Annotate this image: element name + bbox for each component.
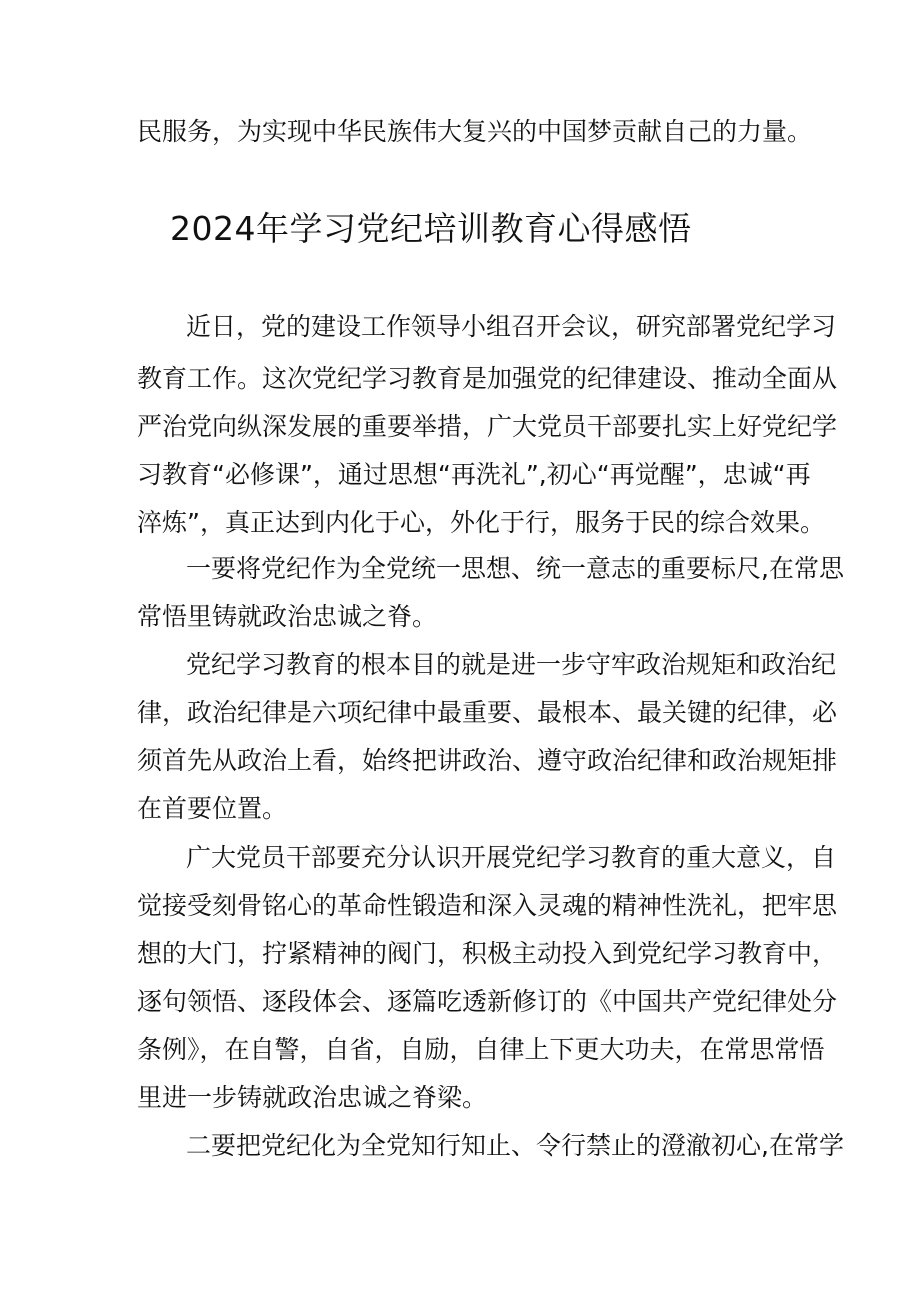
paragraph-line: 教育工作。这次党纪学习教育是加强党的纪律建设、推动全面从	[137, 364, 838, 393]
paragraph-line: 觉接受刻骨铭心的革命性锻造和深入灵魂的精神性洗礼，把牢思	[137, 891, 838, 920]
paragraph-line: 常悟里铸就政治忠诚之脊。	[137, 602, 438, 631]
paragraph-line: 二要把党纪化为全党知行知止、令行禁止的澄澈初心,在常学	[186, 1131, 844, 1160]
paragraph-line: 在首要位置。	[137, 794, 288, 823]
paragraph-line: 广大党员干部要充分认识开展党纪学习教育的重大意义，自	[186, 843, 837, 872]
paragraph-line: 严治党向纵深发展的重要举措，广大党员干部要扎实上好党纪学	[137, 412, 838, 441]
paragraph-line: 须首先从政治上看，始终把讲政治、遵守政治纪律和政治规矩排	[137, 746, 838, 775]
paragraph-line: 条例》，在自警，自省，自励，自律上下更大功夫，在常思常悟	[137, 1035, 825, 1064]
paragraph-line: 里进一步铸就政治忠诚之脊梁。	[137, 1083, 488, 1112]
paragraph-line: 律，政治纪律是六项纪律中最重要、最根本、最关键的纪律，必	[137, 698, 838, 727]
paragraph-line: 淬炼”，真正达到内化于心，外化于行，服务于民的综合效果。	[137, 508, 825, 537]
intro-tail-line: 民服务，为实现中华民族伟大复兴的中国梦贡献自己的力量。	[137, 117, 813, 146]
paragraph-line: 党纪学习教育的根本目的就是进一步守牢政治规矩和政治纪	[186, 650, 837, 679]
paragraph-line: 逐句领悟、逐段体会、逐篇吃透新修订的《中国共产党纪律处分	[137, 987, 838, 1016]
paragraph-line: 一要将党纪作为全党统一思想、统一意志的重要标尺,在常思	[186, 554, 844, 583]
document-title: 2024年学习党纪培训教育心得感悟	[170, 209, 692, 248]
paragraph-line: 习教育“必修课”，通过思想“再洗礼”,初心“再觉醒”，忠诚“再	[137, 460, 811, 489]
paragraph-line: 近日，党的建设工作领导小组召开会议，研究部署党纪学习	[186, 312, 837, 341]
paragraph-line: 想的大门，拧紧精神的阀门，积极主动投入到党纪学习教育中，	[137, 939, 838, 968]
